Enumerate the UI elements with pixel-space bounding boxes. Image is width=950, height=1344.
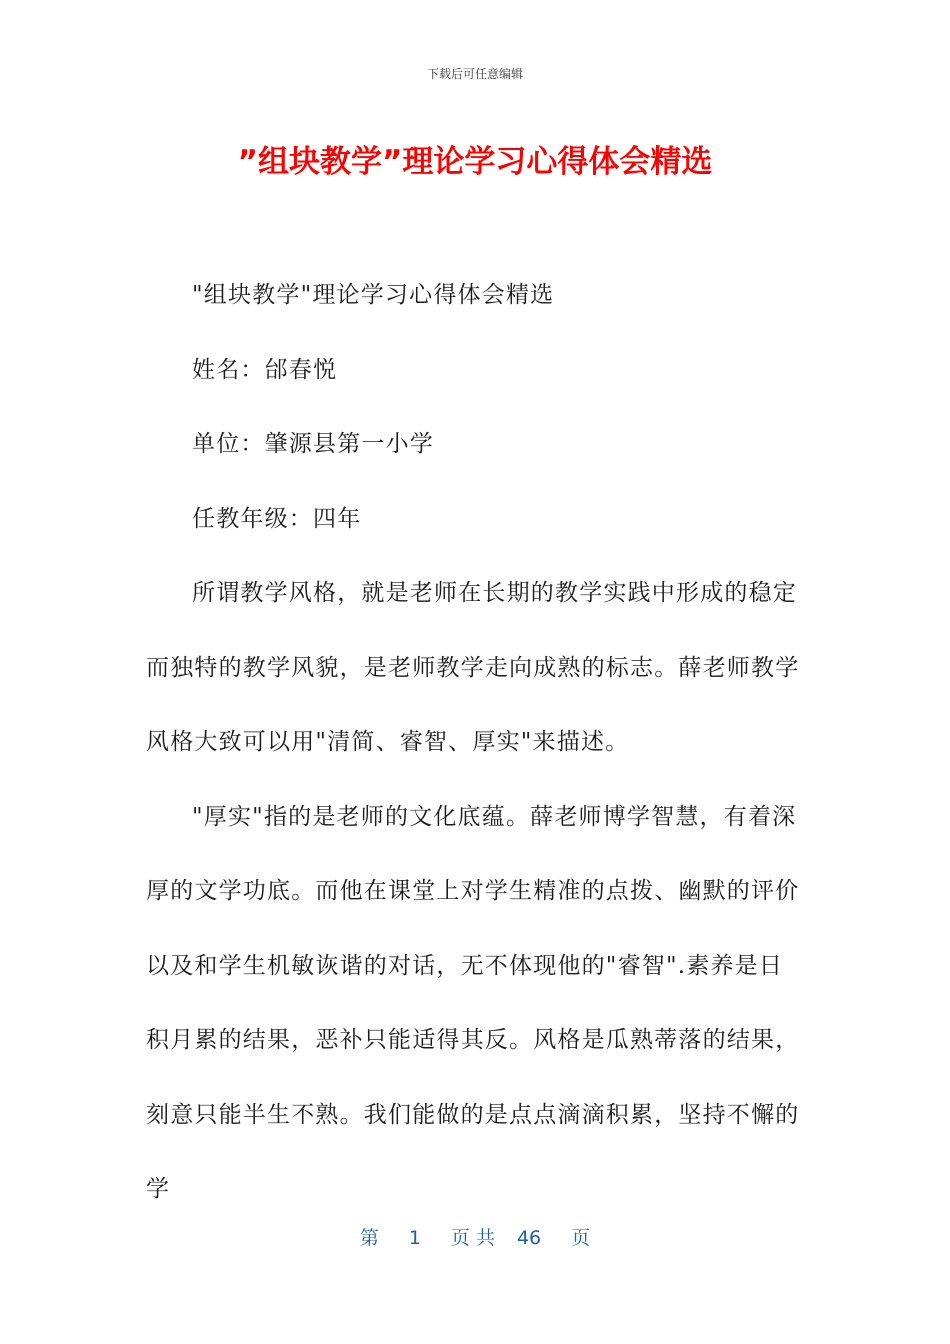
- document-title: ”组块教学”理论学习心得体会精选: [237, 144, 713, 180]
- footer-current-page: 1: [408, 1227, 421, 1249]
- paragraph-author-name: 姓名：邰春悦: [192, 356, 338, 383]
- page-footer: [0, 1225, 950, 1251]
- footer-middle: 页 共: [450, 1227, 495, 1249]
- footer-prefix: 第: [359, 1227, 379, 1249]
- footer-suffix: 页: [571, 1227, 591, 1249]
- document-body: [146, 258, 806, 1227]
- paragraph-substantial: "厚实"指的是老师的文化底蕴。薛老师博学智慧，有着深厚的文学功底。而他在课堂上对学生精准的点拨、幽默的评价以及和学生机敏诙谐的对话，无不体现他的"睿智".素养是日积月累的结果，恶补只能适得其反。风格是瓜熟蒂落的结果，刻意只能半生不熟。我们能做的是点点滴滴积累，坚持不懈的学: [146, 803, 800, 1202]
- paragraph-subtitle: "组块教学"理论学习心得体会精选: [192, 282, 555, 308]
- paragraph-author-unit: 单位：肇源县第一小学: [192, 431, 434, 457]
- paragraph-teaching-grade: 任教年级：四年: [192, 505, 362, 532]
- header-note: 下载后可任意编辑: [426, 67, 523, 81]
- footer-total-pages: 46: [516, 1227, 542, 1249]
- paragraph-teaching-style: 所谓教学风格，就是老师在长期的教学实践中形成的稳定而独特的教学风貌，是老师教学走向成熟的标志。薛老师教学风格大致可以用"清简、睿智、厚实"来描述。: [146, 580, 800, 755]
